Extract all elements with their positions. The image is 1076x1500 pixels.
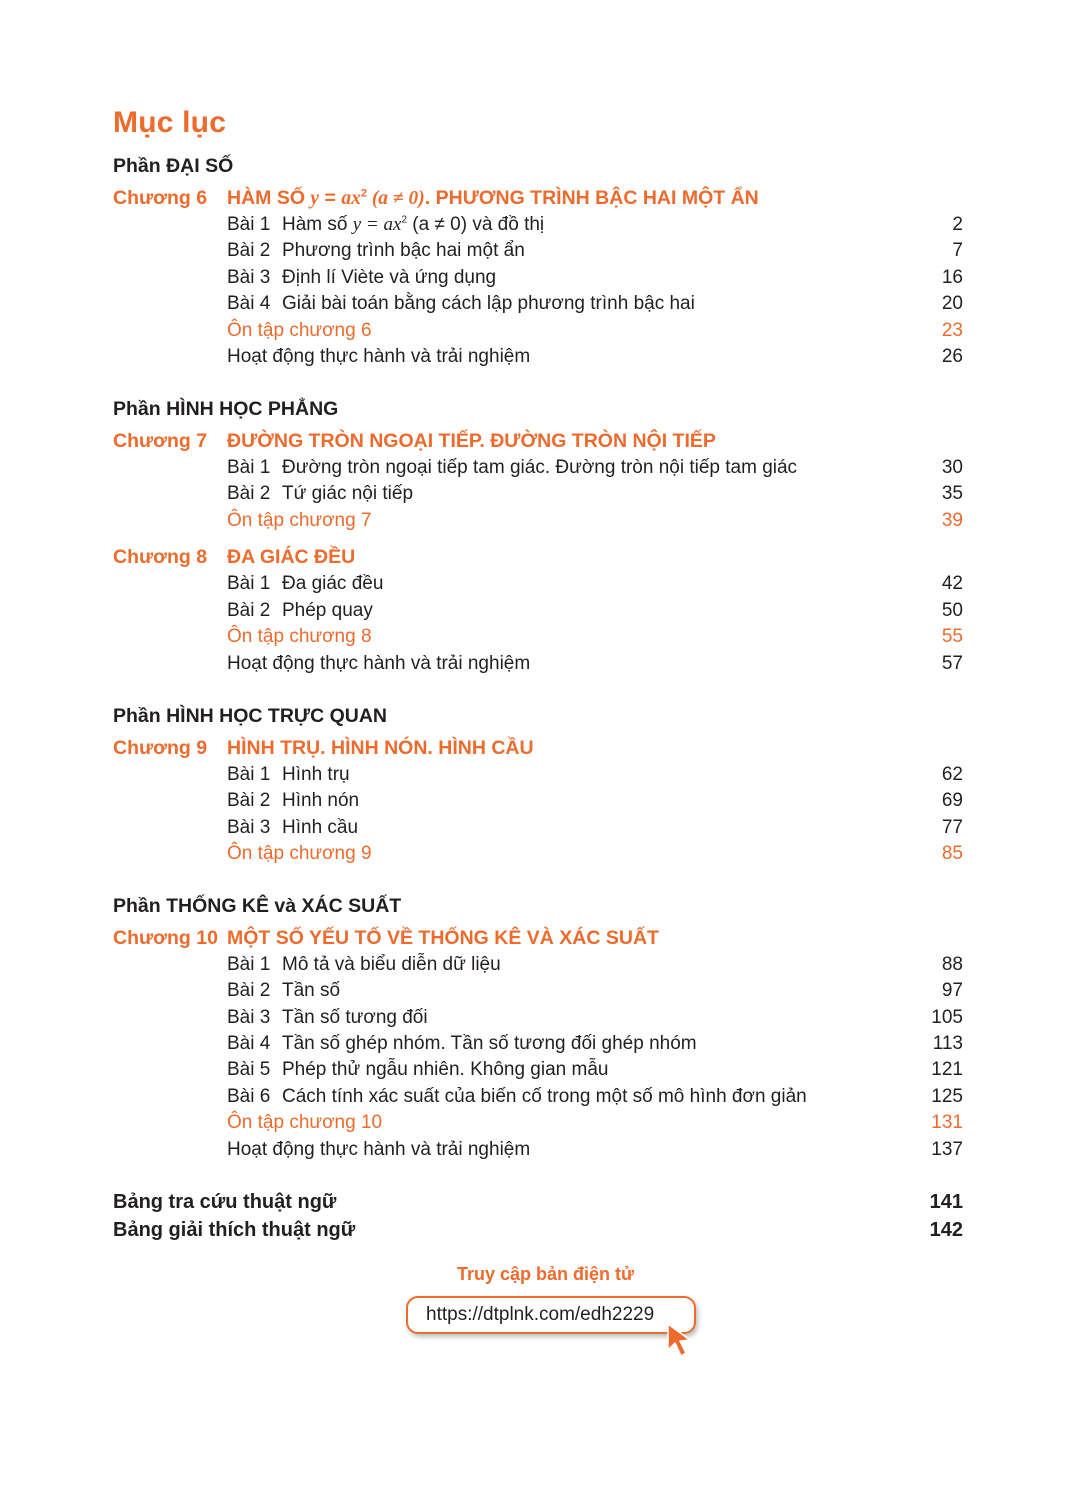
lesson-number: Bài 2 xyxy=(227,790,271,811)
part-heading-plane-geometry: Phần HÌNH HỌC PHẲNG xyxy=(113,398,339,420)
page-number: 16 xyxy=(941,267,963,288)
lesson-number: Bài 3 xyxy=(227,817,271,838)
toc-item-activity[interactable] xyxy=(227,1139,963,1165)
page-number: 77 xyxy=(941,817,963,838)
toc-item[interactable] xyxy=(227,573,963,599)
lesson-number: Bài 4 xyxy=(227,293,271,314)
index-glossary-row[interactable] xyxy=(113,1219,963,1242)
page-number: 62 xyxy=(941,764,963,785)
lesson-title: Định lí Viète và ứng dụng xyxy=(282,267,497,288)
lesson-number: Bài 5 xyxy=(227,1059,271,1080)
page-number: 125 xyxy=(931,1086,963,1107)
page-number: 142 xyxy=(929,1219,963,1241)
toc-item[interactable] xyxy=(227,817,963,843)
page-number: 113 xyxy=(932,1033,963,1054)
chapter-label: Chương 9 xyxy=(113,737,208,759)
lesson-title: Hình trụ xyxy=(282,764,350,785)
toc-item[interactable] xyxy=(227,790,963,816)
lesson-number: Bài 1 xyxy=(227,954,271,975)
toc-item[interactable] xyxy=(227,1033,963,1059)
toc-item-review[interactable] xyxy=(227,843,963,869)
toc-item-review[interactable] xyxy=(227,320,963,346)
page-number: 35 xyxy=(941,483,963,504)
cursor-arrow-icon xyxy=(666,1322,696,1360)
chapter-label: Chương 8 xyxy=(113,546,208,568)
page-number: 26 xyxy=(941,346,963,367)
lesson-number: Bài 3 xyxy=(227,1007,271,1028)
page-number: 88 xyxy=(941,954,963,975)
access-label: Truy cập bản điện tử xyxy=(457,1264,635,1284)
toc-item[interactable] xyxy=(227,1086,963,1112)
index-lookup-title: Bảng tra cứu thuật ngữ xyxy=(113,1191,337,1213)
lesson-title: Phép quay xyxy=(282,600,373,621)
lesson-title: Tần số xyxy=(282,980,341,1001)
lesson-number: Bài 1 xyxy=(227,214,271,235)
page-number: 7 xyxy=(952,240,963,261)
toc-item-review[interactable] xyxy=(227,510,963,536)
chapter-title: HÌNH TRỤ. HÌNH NÓN. HÌNH CẦU xyxy=(227,737,534,759)
page-number: 85 xyxy=(941,843,963,864)
lesson-title: Phương trình bậc hai một ẩn xyxy=(282,240,525,261)
chapter-title: HÀM SỐ $y = ax^2$ (a ≠ 0). PHƯƠNG TRÌNH BẬC HAI MỘT ẨN xyxy=(227,187,759,209)
toc-item[interactable] xyxy=(227,954,963,980)
activity-title: Hoạt động thực hành và trải nghiệm xyxy=(227,653,531,674)
toc-item[interactable] xyxy=(227,457,963,483)
toc-item[interactable] xyxy=(227,980,963,1006)
lesson-title: Đường tròn ngoại tiếp tam giác. Đường tròn nội tiếp tam giác xyxy=(282,457,798,478)
toc-item[interactable] xyxy=(227,764,963,790)
page-number: 20 xyxy=(941,293,963,314)
review-title: Ôn tập chương 9 xyxy=(227,843,372,864)
lesson-title: Hàm số $y = ax^2$ (a ≠ 0) và đồ thị xyxy=(282,214,545,235)
page-number: 131 xyxy=(931,1112,963,1133)
page-number: 2 xyxy=(952,214,963,235)
chapter-title: MỘT SỐ YẾU TỐ VỀ THỐNG KÊ VÀ XÁC SUẤT xyxy=(227,927,659,949)
page-number: 105 xyxy=(931,1007,963,1028)
lesson-number: Bài 2 xyxy=(227,240,271,261)
toc-item[interactable] xyxy=(227,214,963,240)
toc-item-review[interactable] xyxy=(227,626,963,652)
page-number: 141 xyxy=(929,1191,963,1213)
page-number: 97 xyxy=(941,980,963,1001)
page-number: 50 xyxy=(941,600,963,621)
part-heading-statistics-probability: Phần THỐNG KÊ và XÁC SUẤT xyxy=(113,895,402,917)
lesson-number: Bài 2 xyxy=(227,980,271,1001)
page-number: 55 xyxy=(941,626,963,647)
toc-item[interactable] xyxy=(227,240,963,266)
part-heading-visual-geometry: Phần HÌNH HỌC TRỰC QUAN xyxy=(113,705,388,727)
lesson-title: Đa giác đều xyxy=(282,573,384,594)
lesson-title: Giải bài toán bằng cách lập phương trình bậc hai xyxy=(282,293,695,314)
page-title: Mục lục xyxy=(113,106,227,139)
activity-title: Hoạt động thực hành và trải nghiệm xyxy=(227,1139,531,1160)
page-number: 23 xyxy=(941,320,963,341)
page-number: 39 xyxy=(941,510,963,531)
page-number: 121 xyxy=(931,1059,963,1080)
page-number: 42 xyxy=(941,573,963,594)
lesson-number: Bài 1 xyxy=(227,764,271,785)
url-link-button[interactable] xyxy=(406,1296,696,1334)
url-text[interactable]: https://dtplnk.com/edh2229 xyxy=(426,1304,655,1325)
chapter-title: ĐƯỜNG TRÒN NGOẠI TIẾP. ĐƯỜNG TRÒN NỘI TIẾP xyxy=(227,430,716,452)
lesson-title: Tần số tương đối xyxy=(282,1007,428,1028)
part-heading-algebra: Phần ĐẠI SỐ xyxy=(113,155,234,177)
toc-item[interactable] xyxy=(227,600,963,626)
chapter-label: Chương 6 xyxy=(113,187,208,209)
toc-item[interactable] xyxy=(227,483,963,509)
toc-item-activity[interactable] xyxy=(227,653,963,679)
lesson-number: Bài 2 xyxy=(227,483,271,504)
page-number: 137 xyxy=(931,1139,963,1160)
lesson-number: Bài 6 xyxy=(227,1086,271,1107)
lesson-title: Phép thử ngẫu nhiên. Không gian mẫu xyxy=(282,1059,609,1080)
toc-item[interactable] xyxy=(227,267,963,293)
review-title: Ôn tập chương 8 xyxy=(227,626,372,647)
lesson-number: Bài 1 xyxy=(227,573,271,594)
lesson-title: Hình nón xyxy=(282,790,360,811)
lesson-number: Bài 3 xyxy=(227,267,271,288)
lesson-number: Bài 4 xyxy=(227,1033,271,1054)
review-title: Ôn tập chương 10 xyxy=(227,1112,383,1133)
activity-title: Hoạt động thực hành và trải nghiệm xyxy=(227,346,531,367)
toc-item-activity[interactable] xyxy=(227,346,963,372)
lesson-title: Tần số ghép nhóm. Tần số tương đối ghép nhóm xyxy=(282,1033,697,1054)
lesson-number: Bài 2 xyxy=(227,600,271,621)
toc-item[interactable] xyxy=(227,1007,963,1033)
lesson-title: Cách tính xác suất của biến cố trong một số mô hình đơn giản xyxy=(282,1086,807,1107)
lesson-number: Bài 1 xyxy=(227,457,271,478)
lesson-title: Mô tả và biểu diễn dữ liệu xyxy=(282,954,501,975)
toc-item-review[interactable] xyxy=(227,1112,963,1138)
page-number: 30 xyxy=(941,457,963,478)
chapter-label: Chương 10 xyxy=(113,927,218,949)
review-title: Ôn tập chương 6 xyxy=(227,320,372,341)
toc-item[interactable] xyxy=(227,1059,963,1085)
page-number: 69 xyxy=(941,790,963,811)
index-lookup-row[interactable] xyxy=(113,1191,963,1214)
index-glossary-title: Bảng giải thích thuật ngữ xyxy=(113,1219,356,1241)
chapter-label: Chương 7 xyxy=(113,430,208,452)
page-number: 57 xyxy=(941,653,963,674)
lesson-title: Hình cầu xyxy=(282,817,359,838)
lesson-title: Tứ giác nội tiếp xyxy=(282,483,414,504)
chapter-title: ĐA GIÁC ĐỀU xyxy=(227,546,356,568)
toc-item[interactable] xyxy=(227,293,963,319)
review-title: Ôn tập chương 7 xyxy=(227,510,372,531)
